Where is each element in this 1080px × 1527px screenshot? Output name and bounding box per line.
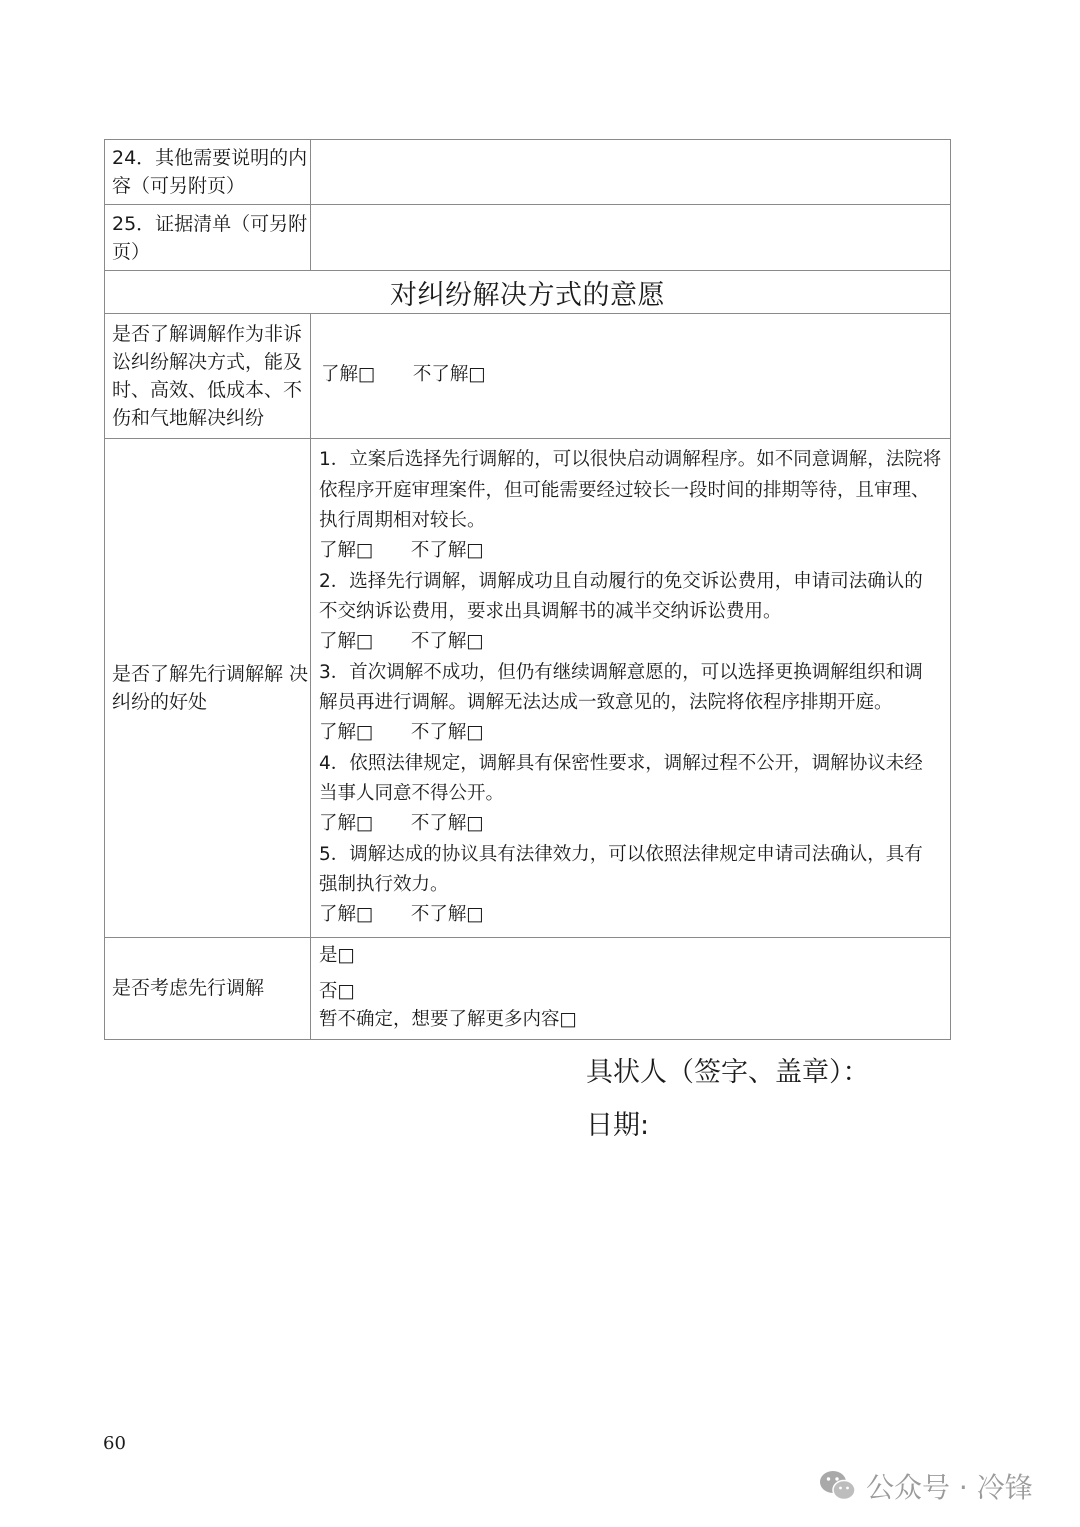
benefit-text: 3．首次调解不成功，但仍有继续调解意愿的，可以选择更换调解组织和调 解员再进行调解。调解无法达成一致意见的，法院将依程序排期开庭。 (319, 661, 923, 713)
benefit-text: 2．选择先行调解，调解成功且自动履行的免交诉讼费用，申请司法确认的 不交纳诉讼费用，要求出具调解书的减半交纳诉讼费用。 (319, 570, 923, 622)
benefit-no-option[interactable]: 不了解□ (410, 721, 484, 743)
benefit-item (319, 840, 942, 929)
benefit-yes-option[interactable]: 了解□ (319, 630, 374, 652)
benefit-item (319, 749, 942, 838)
consider-mediation-label: 是否考虑先行调解 (105, 937, 311, 1039)
other-notes-field[interactable] (311, 140, 951, 205)
benefit-text: 5．调解达成的协议具有法律效力，可以依照法律规定申请司法确认，具有 强制执行效力。 (319, 843, 923, 895)
benefit-yes-option[interactable]: 了解□ (319, 903, 374, 925)
benefit-text: 4．依照法律规定，调解具有保密性要求，调解过程不公开，调解协议未经 当事人同意不得公开。 (319, 752, 923, 804)
benefit-text: 1．立案后选择先行调解的，可以很快启动调解程序。如不同意调解，法院将依程序开庭审理案件，但可能需要经过较长一段时间的排期等待，且审理、执行周期相对较长。 (319, 449, 942, 531)
evidence-list-label: 25．证据清单（可另附页） (105, 205, 311, 271)
consider-no-option[interactable]: 否□ (319, 981, 355, 1002)
benefits-label: 是否了解先行调解解 决纠纷的好处 (105, 439, 311, 938)
watermark-text: 公众号 · 冷锋 (866, 1471, 1033, 1504)
benefit-item (319, 567, 942, 656)
benefit-item (319, 445, 942, 565)
benefit-no-option[interactable]: 不了解□ (410, 539, 484, 561)
other-notes-label: 24．其他需要说明的内 容（可另附页） (105, 140, 311, 205)
benefit-no-option[interactable]: 不了解□ (410, 630, 484, 652)
benefit-yes-option[interactable]: 了解□ (319, 539, 374, 561)
date-line: 日期: (586, 1110, 650, 1141)
benefit-no-option[interactable]: 不了解□ (410, 903, 484, 925)
benefit-yes-option[interactable]: 了解□ (319, 812, 374, 834)
row-evidence-list (105, 205, 951, 271)
evidence-list-field[interactable] (311, 205, 951, 271)
section-title: 对纠纷解决方式的意愿 (105, 271, 951, 314)
row-other-notes (105, 140, 951, 205)
understand-mediation-options (311, 314, 951, 439)
benefit-item (319, 658, 942, 747)
complaint-form-table (104, 139, 951, 1040)
watermark (818, 1466, 1033, 1506)
page-number: 60 (103, 1433, 126, 1454)
consider-unsure-option[interactable]: 暂不确定，想要了解更多内容□ (319, 1009, 577, 1030)
benefit-yes-option[interactable]: 了解□ (319, 721, 374, 743)
understand-mediation-label: 是否了解调解作为非诉讼纠纷解决方式，能及时、高效、低成本、不伤和气地解决纠纷 (105, 314, 311, 439)
signer-line: 具状人（签字、盖章）： (586, 1057, 870, 1088)
benefit-no-option[interactable]: 不了解□ (410, 812, 484, 834)
understand-no-option[interactable]: 不了解□ (412, 364, 486, 385)
benefits-list (311, 439, 951, 938)
row-consider-mediation (105, 937, 951, 1039)
consider-yes-option[interactable]: 是□ (319, 945, 355, 966)
understand-yes-option[interactable]: 了解□ (321, 364, 376, 385)
row-understand-mediation (105, 314, 951, 439)
row-section-title (105, 271, 951, 314)
wechat-icon (818, 1469, 858, 1503)
row-benefits (105, 439, 951, 938)
consider-mediation-options (311, 937, 951, 1039)
